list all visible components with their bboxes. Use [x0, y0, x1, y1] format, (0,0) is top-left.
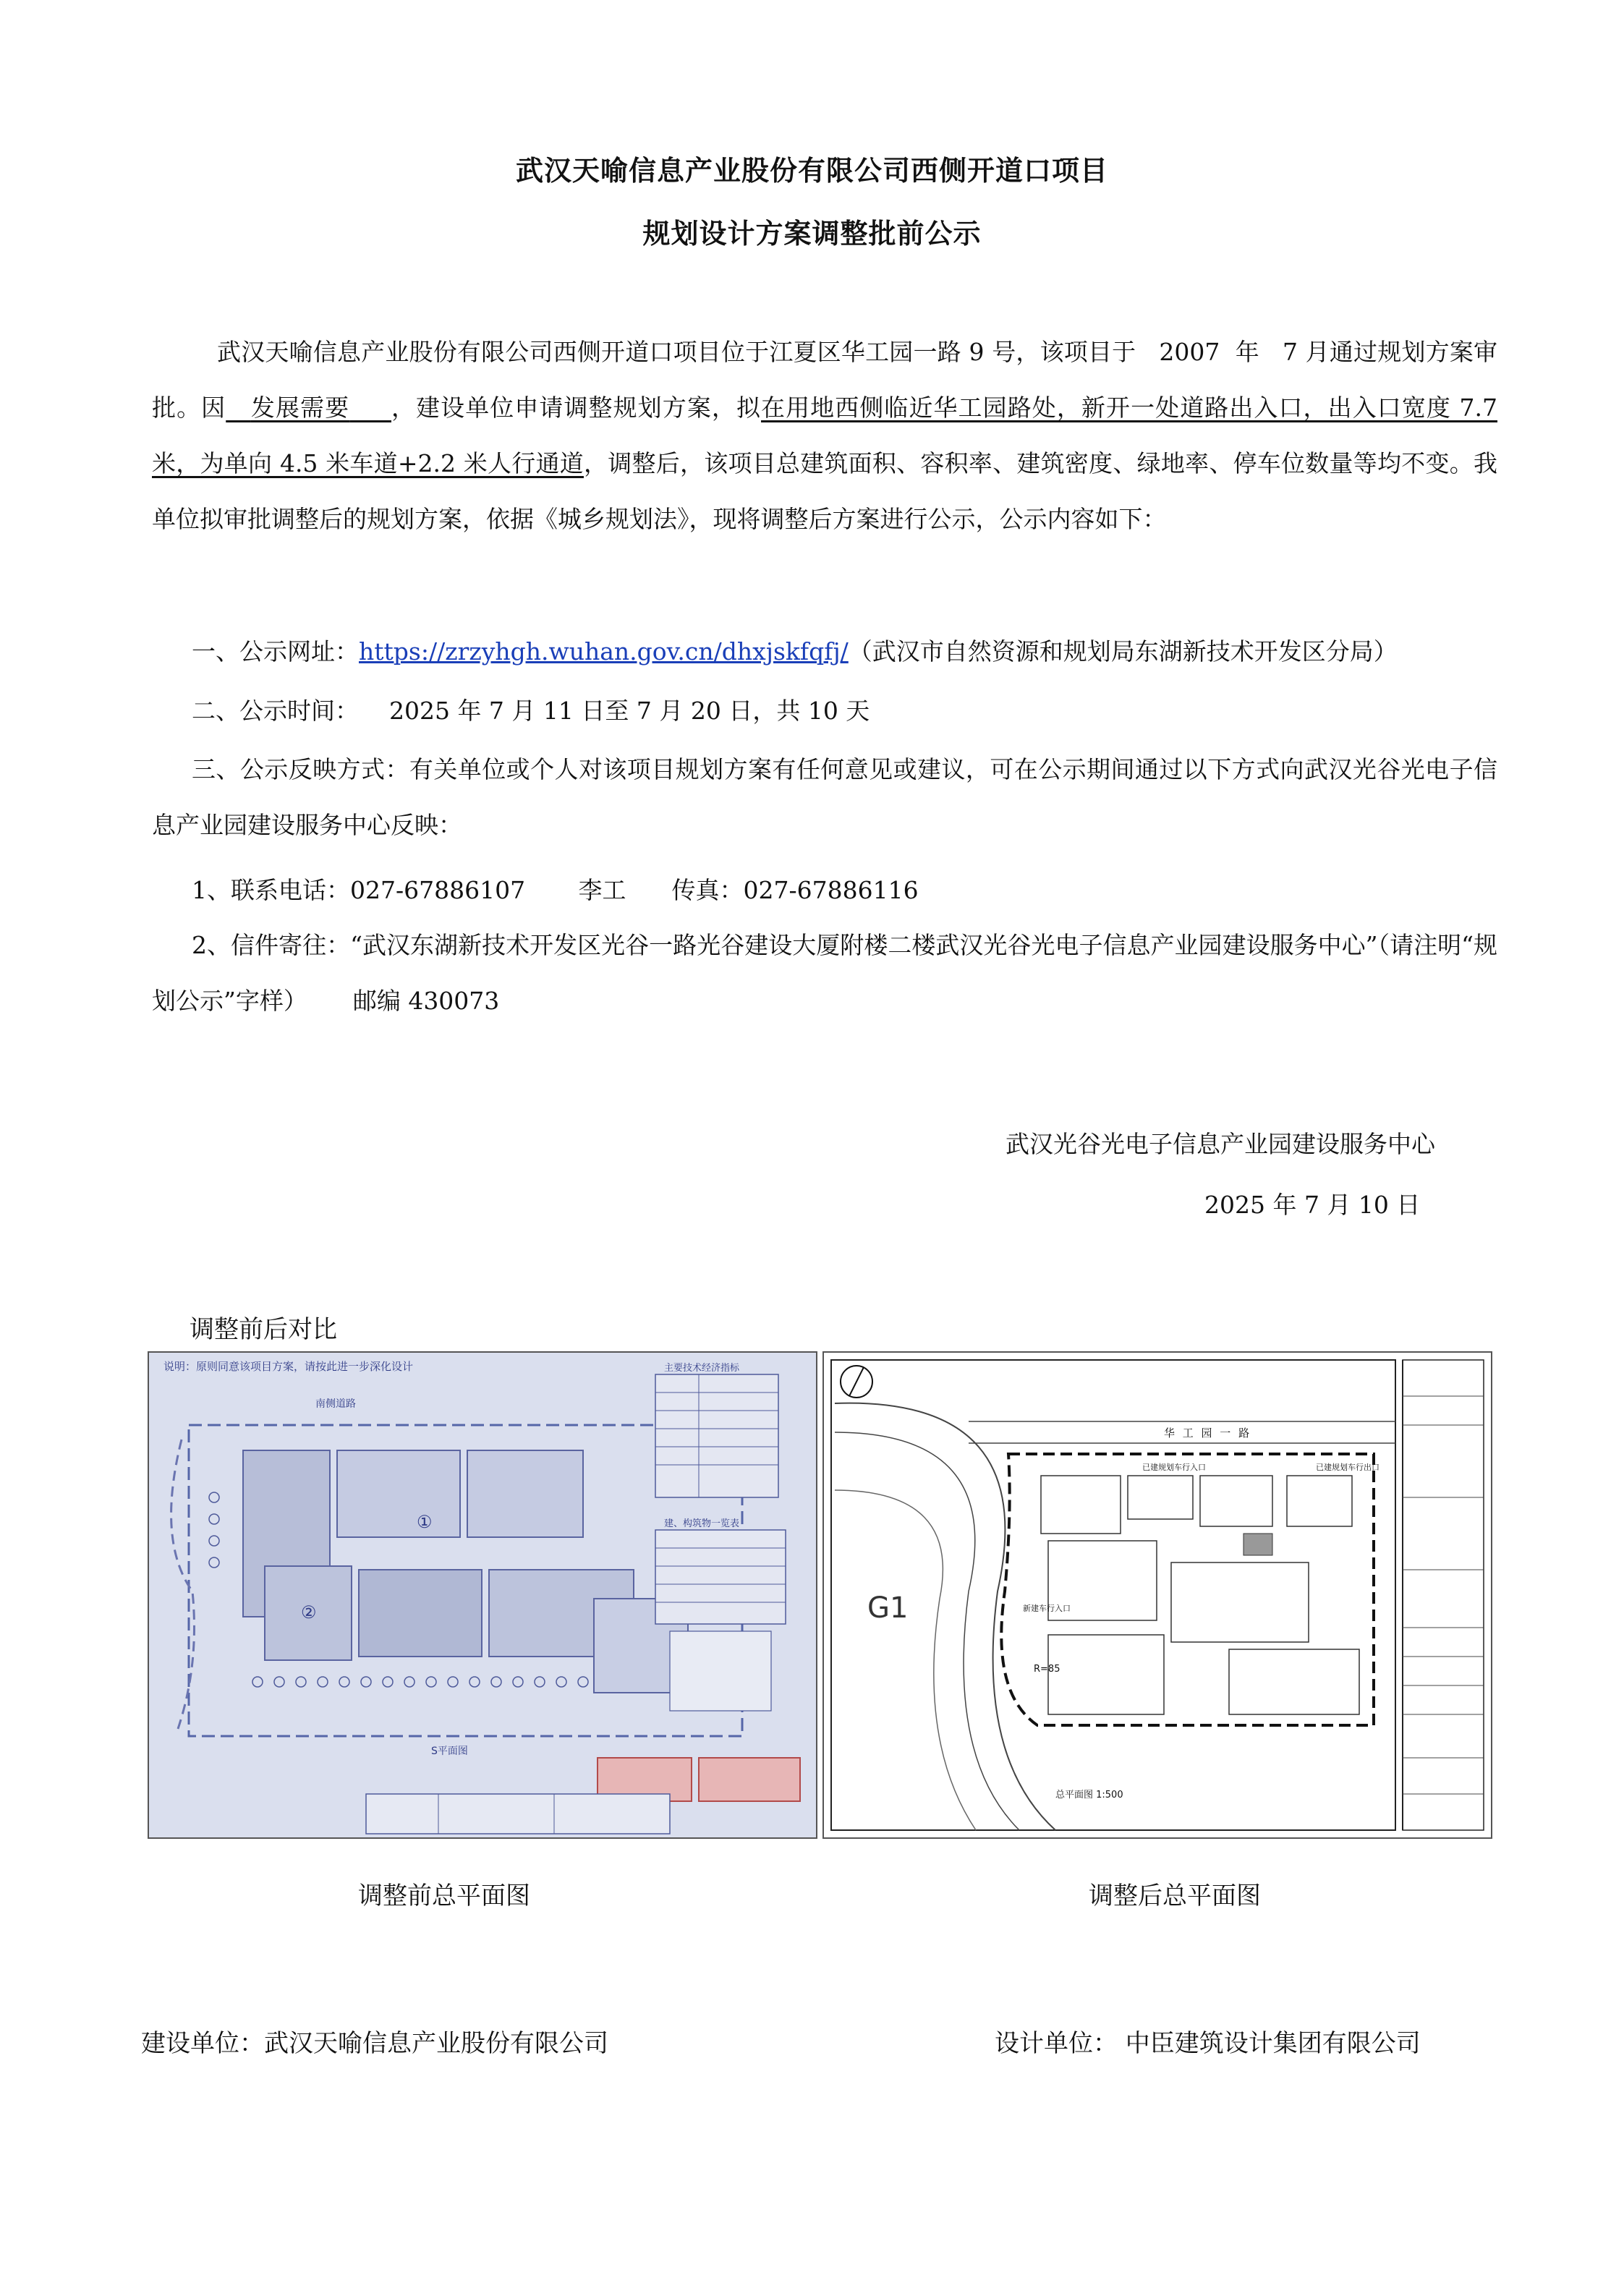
intro-paragraph: [152, 324, 1497, 547]
intro-text-b: 规划方案审批。因: [152, 338, 1498, 422]
adjust-reason: [226, 394, 391, 422]
signature-date: 2025 年 7 月 10 日: [1204, 1191, 1421, 1219]
plan-after-title: 总平面图 1:500: [1055, 1790, 1123, 1800]
caption-after: 调整后总平面图: [1089, 1882, 1261, 1910]
signature-org: 武汉光谷光电子信息产业园建设服务中心: [1006, 1130, 1435, 1158]
plan-after-radius: R=85: [1034, 1664, 1060, 1675]
time-label: 二、公示时间：: [192, 697, 359, 725]
year-unit: 年: [1235, 338, 1259, 366]
phone-number: 027-67886107: [350, 876, 526, 904]
fax-number: 027-67886116: [743, 876, 919, 904]
compare-label: 调整前后对比: [190, 1315, 337, 1344]
fax-label: 传真：: [671, 876, 744, 904]
plan-before-road: 南侧道路: [315, 1398, 356, 1410]
plan-before-drawing: [149, 1353, 816, 1837]
page-title: 武汉天喻信息产业股份有限公司西侧开道口项目: [515, 154, 1108, 187]
plan-before-table-title: 主要技术经济指标: [664, 1363, 740, 1374]
approval-year: 2007: [1159, 338, 1220, 366]
plan-before-building-1: ①: [417, 1512, 433, 1532]
postcode: 邮编 430073: [352, 987, 500, 1015]
intro-text-a: 武汉天喻信息产业股份有限公司西侧开道口项目位于江夏区华工园一路 9 号，该项目于: [217, 338, 1136, 366]
month-unit: 月通过: [1305, 338, 1378, 366]
mail-address: 2、信件寄往：“武汉东湖新技术开发区光谷一路光谷建设大厦附楼二楼武汉光谷光电子信息产业园建设服务中心”（请注明“规划公示”字样）: [152, 931, 1497, 1015]
adjust-content: 在用地西侧临近华工园路处，新开一处道路出入口，出入口宽度 7.7 米，为单向 4.5 米车道+2.2 米人行通道: [152, 394, 1498, 477]
contact-name: 李工: [578, 876, 626, 904]
plan-before-note: 说明：原则同意该项目方案，请按此进一步深化设计: [163, 1360, 414, 1373]
plan-after-new-entrance: 新建车行入口: [1023, 1604, 1071, 1613]
website-note: （武汉市自然资源和规划局东湖新技术开发区分局）: [848, 637, 1398, 666]
intro-text-c: ，建设单位申请调整规划方案，拟: [391, 394, 762, 422]
phone-label: 1、联系电话：: [192, 876, 350, 904]
feedback-paragraph: 三、公示反映方式：有关单位或个人对该项目规划方案有任何意见或建议，可在公示期间通过以下方式向武汉光谷光电子信息产业园建设服务中心反映：: [152, 755, 1497, 839]
adjust-reason-text: 发展需要: [250, 394, 350, 422]
website-link[interactable]: https://zrzyhgh.wuhan.gov.cn/dhxjskfqfj/: [359, 637, 849, 666]
plan-after-entrance: 已建规划车行入口: [1142, 1463, 1206, 1472]
mail-paragraph: [152, 917, 1497, 1029]
time-value: 2025 年 7 月 11 日至 7 月 20 日，共 10 天: [388, 697, 870, 725]
builder-unit: 建设单位：武汉天喻信息产业股份有限公司: [141, 2029, 608, 2058]
intro-text-d: ，调整后，该项目总建筑面积、容积率、建筑密度、绿地率、停车位数量等均不变。我单位拟审批调整后的规划方案，依据《城乡规划法》，现将调整后方案进行公示，公示内容如下：: [152, 449, 1497, 533]
approval-month: 7: [1282, 338, 1298, 366]
plan-before-building-2: ②: [301, 1602, 317, 1623]
page-subtitle: 规划设计方案调整批前公示: [642, 217, 982, 250]
plan-before-table-title2: 建、构筑物一览表: [664, 1518, 740, 1529]
plan-before-bottom-note: S平面图: [431, 1746, 468, 1757]
phone-line: [192, 872, 919, 906]
plan-after-drawing: [824, 1353, 1491, 1837]
website-label: 一、公示网址：: [192, 637, 359, 666]
caption-before: 调整前总平面图: [358, 1882, 530, 1910]
designer-unit: 设计单位： 中臣建筑设计集团有限公司: [995, 2029, 1421, 2058]
plan-before-image: [148, 1351, 817, 1839]
time-line: [192, 692, 870, 726]
website-line: [192, 633, 1398, 667]
plan-after-road-name: 华 工 园 一 路: [1164, 1427, 1252, 1440]
plan-after-exit: 已建规划车行出口: [1316, 1463, 1379, 1472]
plan-after-image: [822, 1351, 1492, 1839]
plan-after-g1: G1: [867, 1591, 909, 1625]
